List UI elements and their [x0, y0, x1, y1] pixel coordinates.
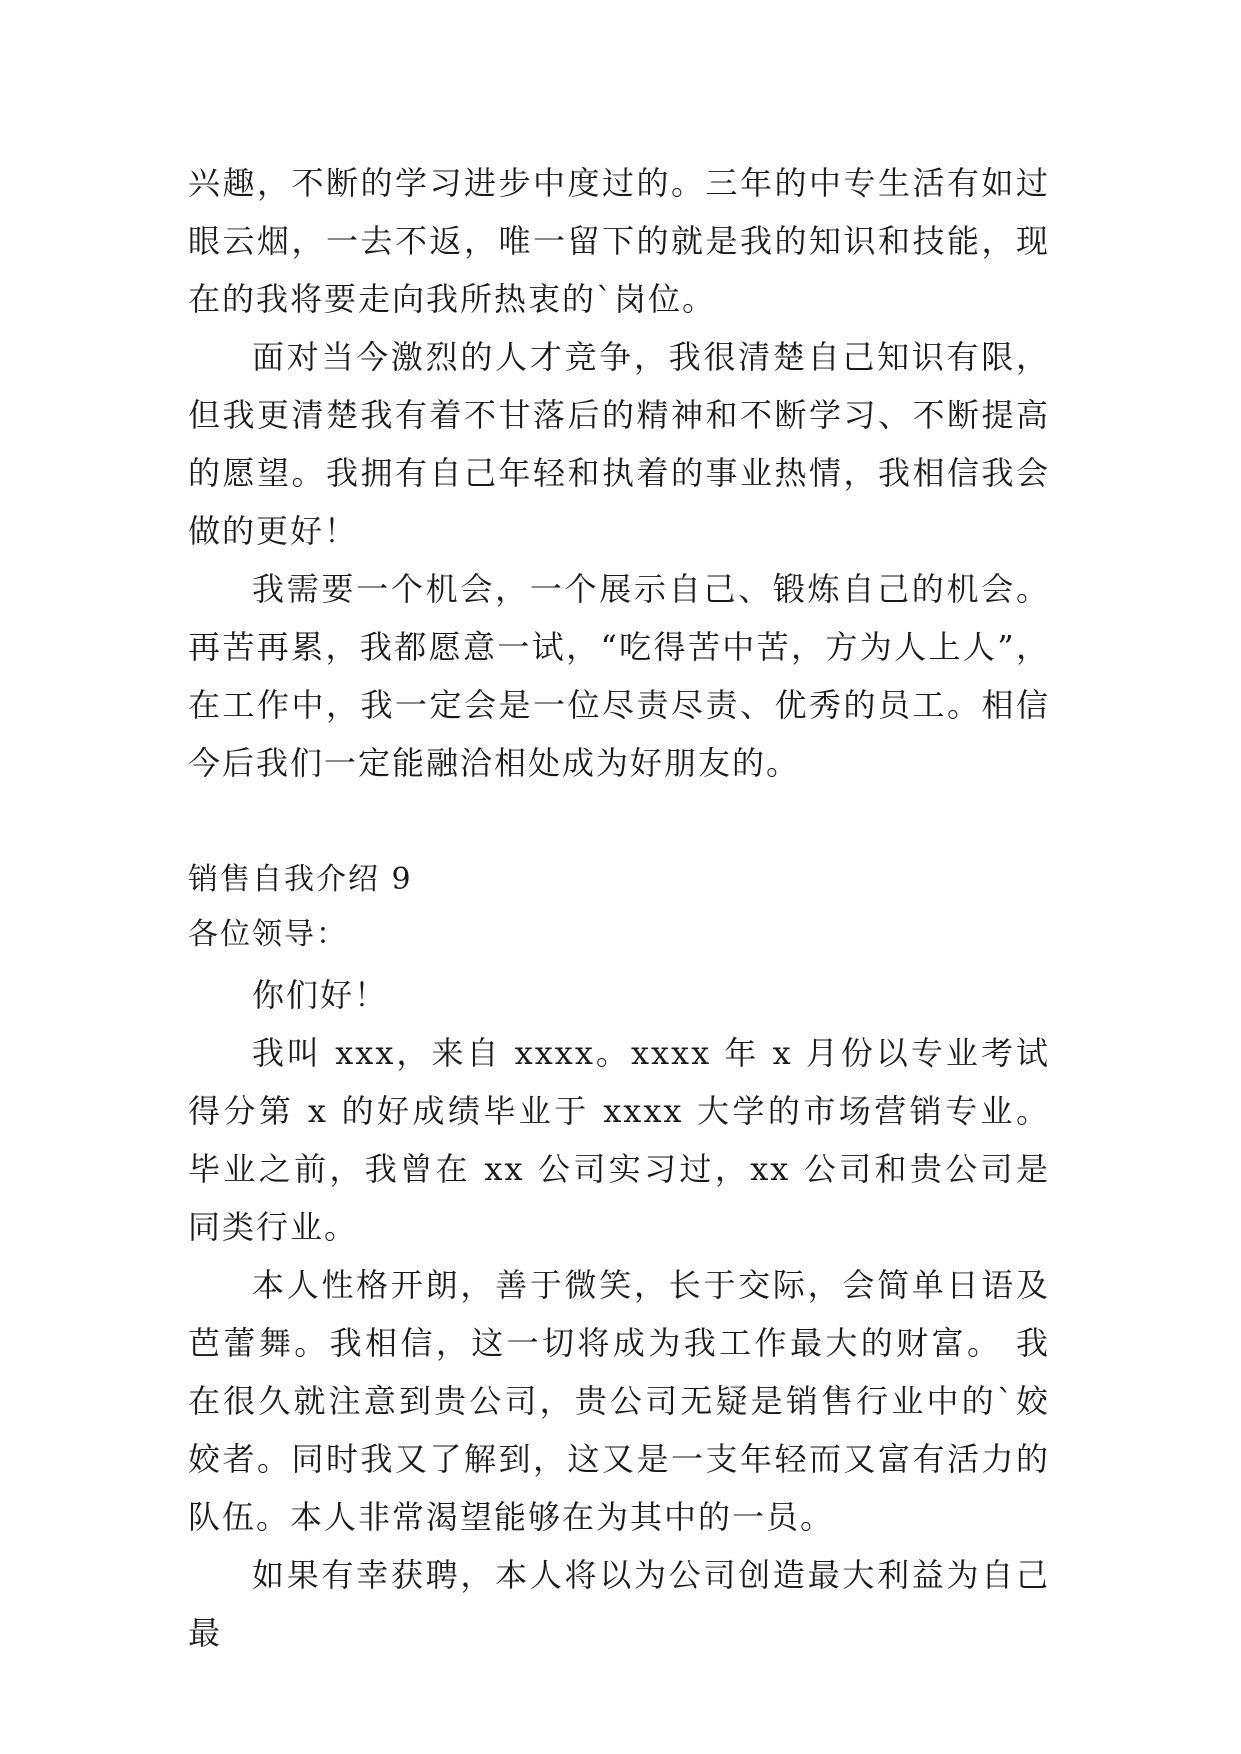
greeting: 你们好！: [252, 976, 389, 1014]
body-text-top: [188, 154, 1050, 792]
section-title: 销售自我介绍 9: [188, 862, 413, 897]
salutation: 各位领导：: [188, 917, 348, 952]
paragraph: 面对当今激烈的人才竞争，我很清楚自己知识有限，但我更清楚我有着不甘落后的精神和不断学习、不断提高的愿望。我拥有自己年轻和执着的事业热情，我相信我会做的更好！: [188, 338, 1050, 550]
paragraph: 本人性格开朗，善于微笑，长于交际，会简单日语及芭蕾舞。我相信，这一切将成为我工作最大的财富。 我在很久就注意到贵公司，贵公司无疑是销售行业中的`姣姣者。同时我又了解到，这又是一支年轻而又富有活力的队伍。本人非常渴望能够在为其中的一员。: [188, 1266, 1050, 1536]
paragraph: 如果有幸获聘，本人将以为公司创造最大利益为自己最: [188, 1556, 1050, 1652]
paragraph: 我叫 xxx，来自 xxxx。xxxx 年 x 月份以专业考试得分第 x 的好成绩毕业于 xxxx 大学的市场营销专业。毕业之前，我曾在 xx 公司实习过，xx 公司和贵公司是同类行业。: [188, 1034, 1050, 1246]
paragraph-continuation: 兴趣，不断的学习进步中度过的。三年的中专生活有如过眼云烟，一去不返，唯一留下的就是我的知识和技能，现在的我将要走向我所热衷的`岗位。: [188, 164, 1050, 318]
body-text-bottom: [188, 966, 1050, 1662]
paragraph: 我需要一个机会，一个展示自己、锻炼自己的机会。再苦再累，我都愿意一试，“吃得苦中苦，方为人上人”，在工作中，我一定会是一位尽责尽责、优秀的员工。相信今后我们一定能融洽相处成为好朋友的。: [188, 570, 1050, 782]
